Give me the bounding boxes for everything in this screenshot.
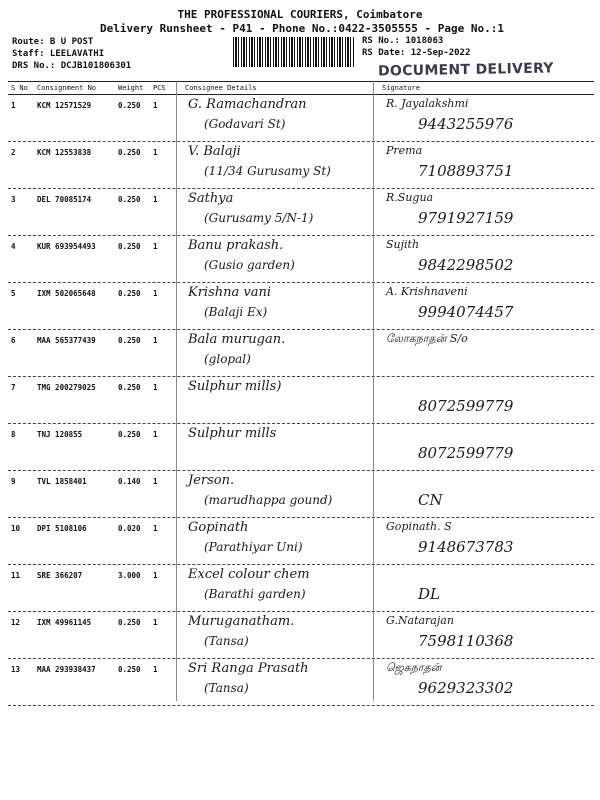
row-consignee-name: Sri Ranga Prasath (188, 661, 309, 676)
row-pcs: 1 (153, 477, 158, 486)
row-consignee-name: Muruganatham. (188, 614, 295, 629)
row-sno: 7 (11, 383, 16, 392)
row-signature-name: Prema (386, 144, 423, 157)
row-pcs: 1 (153, 242, 158, 251)
row-consignment-no: TMG 200279025 (37, 383, 96, 392)
table-row (8, 95, 594, 142)
row-weight: 0.250 (118, 289, 141, 298)
row-sno: 8 (11, 430, 16, 439)
row-weight: 0.250 (118, 242, 141, 251)
row-sno: 10 (11, 524, 21, 533)
row-consignee-name: Sulphur mills (188, 426, 277, 441)
col-pcs: PCS (153, 84, 166, 92)
col-signature: Signature (382, 84, 420, 92)
row-pcs: 1 (153, 665, 158, 674)
table-row (8, 283, 594, 330)
row-consignee-name: Bala murugan. (188, 332, 286, 347)
row-weight: 0.250 (118, 618, 141, 627)
row-pcs: 1 (153, 618, 158, 627)
row-consignee-address: (Gusio garden) (204, 258, 295, 272)
rs-date: RS Date: 12-Sep-2022 (362, 48, 471, 58)
row-consignee-address: (marudhappa gound) (204, 493, 333, 507)
row-pcs: 1 (153, 148, 158, 157)
row-consignee-address: (Balaji Ex) (204, 305, 268, 319)
row-pcs: 1 (153, 195, 158, 204)
row-signature-name: Gopinath. S (386, 520, 452, 533)
row-weight: 3.000 (118, 571, 141, 580)
drs-number: DRS No.: DCJB101806301 (12, 61, 132, 71)
row-pcs: 1 (153, 383, 158, 392)
table-row (8, 518, 594, 565)
row-signature-phone: 7108893751 (418, 162, 514, 180)
row-sno: 2 (11, 148, 16, 157)
row-signature-name: R. Jayalakshmi (386, 97, 469, 110)
row-sno: 9 (11, 477, 16, 486)
row-pcs: 1 (153, 571, 158, 580)
row-weight: 0.250 (118, 148, 141, 157)
row-sno: 4 (11, 242, 16, 251)
row-pcs: 1 (153, 289, 158, 298)
barcode (233, 37, 355, 67)
row-signature-phone: 8072599779 (418, 444, 514, 462)
row-consignee-name: G. Ramachandran (188, 97, 307, 112)
table-row (8, 659, 594, 706)
row-pcs: 1 (153, 336, 158, 345)
document-delivery-stamp: DOCUMENT DELIVERY (377, 60, 554, 80)
row-signature-name: R.Sugua (386, 191, 434, 204)
row-weight: 0.250 (118, 195, 141, 204)
row-pcs: 1 (153, 101, 158, 110)
row-consignee-address: (Barathi garden) (204, 587, 306, 601)
row-signature-phone: 9842298502 (418, 256, 514, 274)
row-consignee-address: (Godavari St) (204, 117, 286, 131)
route-label: Route: B U POST (12, 37, 94, 47)
table-row (8, 377, 594, 424)
row-consignee-address: (11/34 Gurusamy St) (204, 164, 331, 178)
row-consignee-name: Sathya (188, 191, 234, 206)
row-signature-name: லோகநாதன் S/o (386, 332, 468, 345)
row-signature-phone: 7598110368 (418, 632, 514, 650)
table-row (8, 330, 594, 377)
row-weight: 0.250 (118, 336, 141, 345)
row-consignment-no: TVL 1858401 (37, 477, 87, 486)
row-weight: 0.250 (118, 430, 141, 439)
row-consignment-no: KUR 693954493 (37, 242, 96, 251)
row-weight: 0.020 (118, 524, 141, 533)
row-consignee-name: Jerson. (188, 473, 235, 488)
row-signature-phone: 9443255976 (418, 115, 514, 133)
row-consignee-address: (glopal) (204, 352, 251, 366)
row-consignment-no: DPI 5108106 (37, 524, 87, 533)
table-row (8, 189, 594, 236)
table-row (8, 471, 594, 518)
row-consignee-address: (Gurusamy 5/N-1) (204, 211, 314, 225)
row-consignee-name: Krishna vani (188, 285, 272, 300)
table-row (8, 142, 594, 189)
row-weight: 0.250 (118, 665, 141, 674)
col-weight: Weight (118, 84, 144, 92)
row-signature-phone: 9791927159 (418, 209, 514, 227)
row-consignee-name: Excel colour chem (188, 567, 310, 582)
column-divider (176, 81, 177, 701)
row-weight: 0.250 (118, 101, 141, 110)
row-consignee-address: (Tansa) (204, 634, 249, 648)
row-consignee-address: (Tansa) (204, 681, 249, 695)
row-consignee-name: V. Balaji (188, 144, 241, 159)
runsheet-title: Delivery Runsheet - P41 - Phone No.:0422-3505555 - Page No.:1 (100, 22, 504, 35)
row-sno: 11 (11, 571, 21, 580)
row-consignment-no: DEL 70085174 (37, 195, 92, 204)
row-consignee-name: Gopinath (188, 520, 249, 535)
table-row (8, 236, 594, 283)
row-consignment-no: KCM 12571529 (37, 101, 92, 110)
row-consignee-address: (Parathiyar Uni) (204, 540, 303, 554)
row-signature-name: A. Krishnaveni (386, 285, 468, 298)
rs-number: RS No.: 1018063 (362, 36, 444, 46)
row-sno: 5 (11, 289, 16, 298)
row-consignment-no: MAA 293938437 (37, 665, 96, 674)
row-sno: 6 (11, 336, 16, 345)
row-sno: 1 (11, 101, 16, 110)
table-header (8, 81, 594, 95)
column-divider (373, 81, 374, 701)
row-sno: 13 (11, 665, 21, 674)
row-consignment-no: KCM 12553838 (37, 148, 92, 157)
row-consignment-no: TNJ 120855 (37, 430, 83, 439)
row-signature-phone: 9994074457 (418, 303, 514, 321)
row-signature-phone: 9629323302 (418, 679, 514, 697)
row-consignment-no: SRE 366207 (37, 571, 83, 580)
row-consignee-name: Banu prakash. (188, 238, 284, 253)
row-sno: 12 (11, 618, 21, 627)
col-consignment: Consignment No (37, 84, 97, 92)
row-sno: 3 (11, 195, 16, 204)
row-signature-phone: 8072599779 (418, 397, 514, 415)
staff-label: Staff: LEELAVATHI (12, 49, 105, 59)
table-row (8, 612, 594, 659)
row-consignment-no: MAA 565377439 (37, 336, 96, 345)
row-consignee-name: Sulphur mills) (188, 379, 282, 394)
row-signature-name: Sujith (386, 238, 420, 251)
row-pcs: 1 (153, 524, 158, 533)
row-weight: 0.250 (118, 383, 141, 392)
row-signature-name: ஜெகநாதன் (386, 661, 442, 674)
row-consignment-no: IXM 502065648 (37, 289, 96, 298)
row-pcs: 1 (153, 430, 158, 439)
row-signature-phone: 9148673783 (418, 538, 514, 556)
runsheet-table (8, 81, 594, 706)
table-row (8, 424, 594, 471)
col-consignee: Consignee Details (185, 84, 257, 92)
row-signature-phone: DL (418, 585, 440, 603)
row-signature-phone: CN (418, 491, 443, 509)
table-body (8, 95, 594, 706)
company-name: THE PROFESSIONAL COURIERS, Coimbatore (177, 8, 423, 21)
row-signature-name: G.Natarajan (386, 614, 454, 627)
row-weight: 0.140 (118, 477, 141, 486)
table-row (8, 565, 594, 612)
row-consignment-no: IXM 49961145 (37, 618, 92, 627)
col-sno: S No (11, 84, 28, 92)
